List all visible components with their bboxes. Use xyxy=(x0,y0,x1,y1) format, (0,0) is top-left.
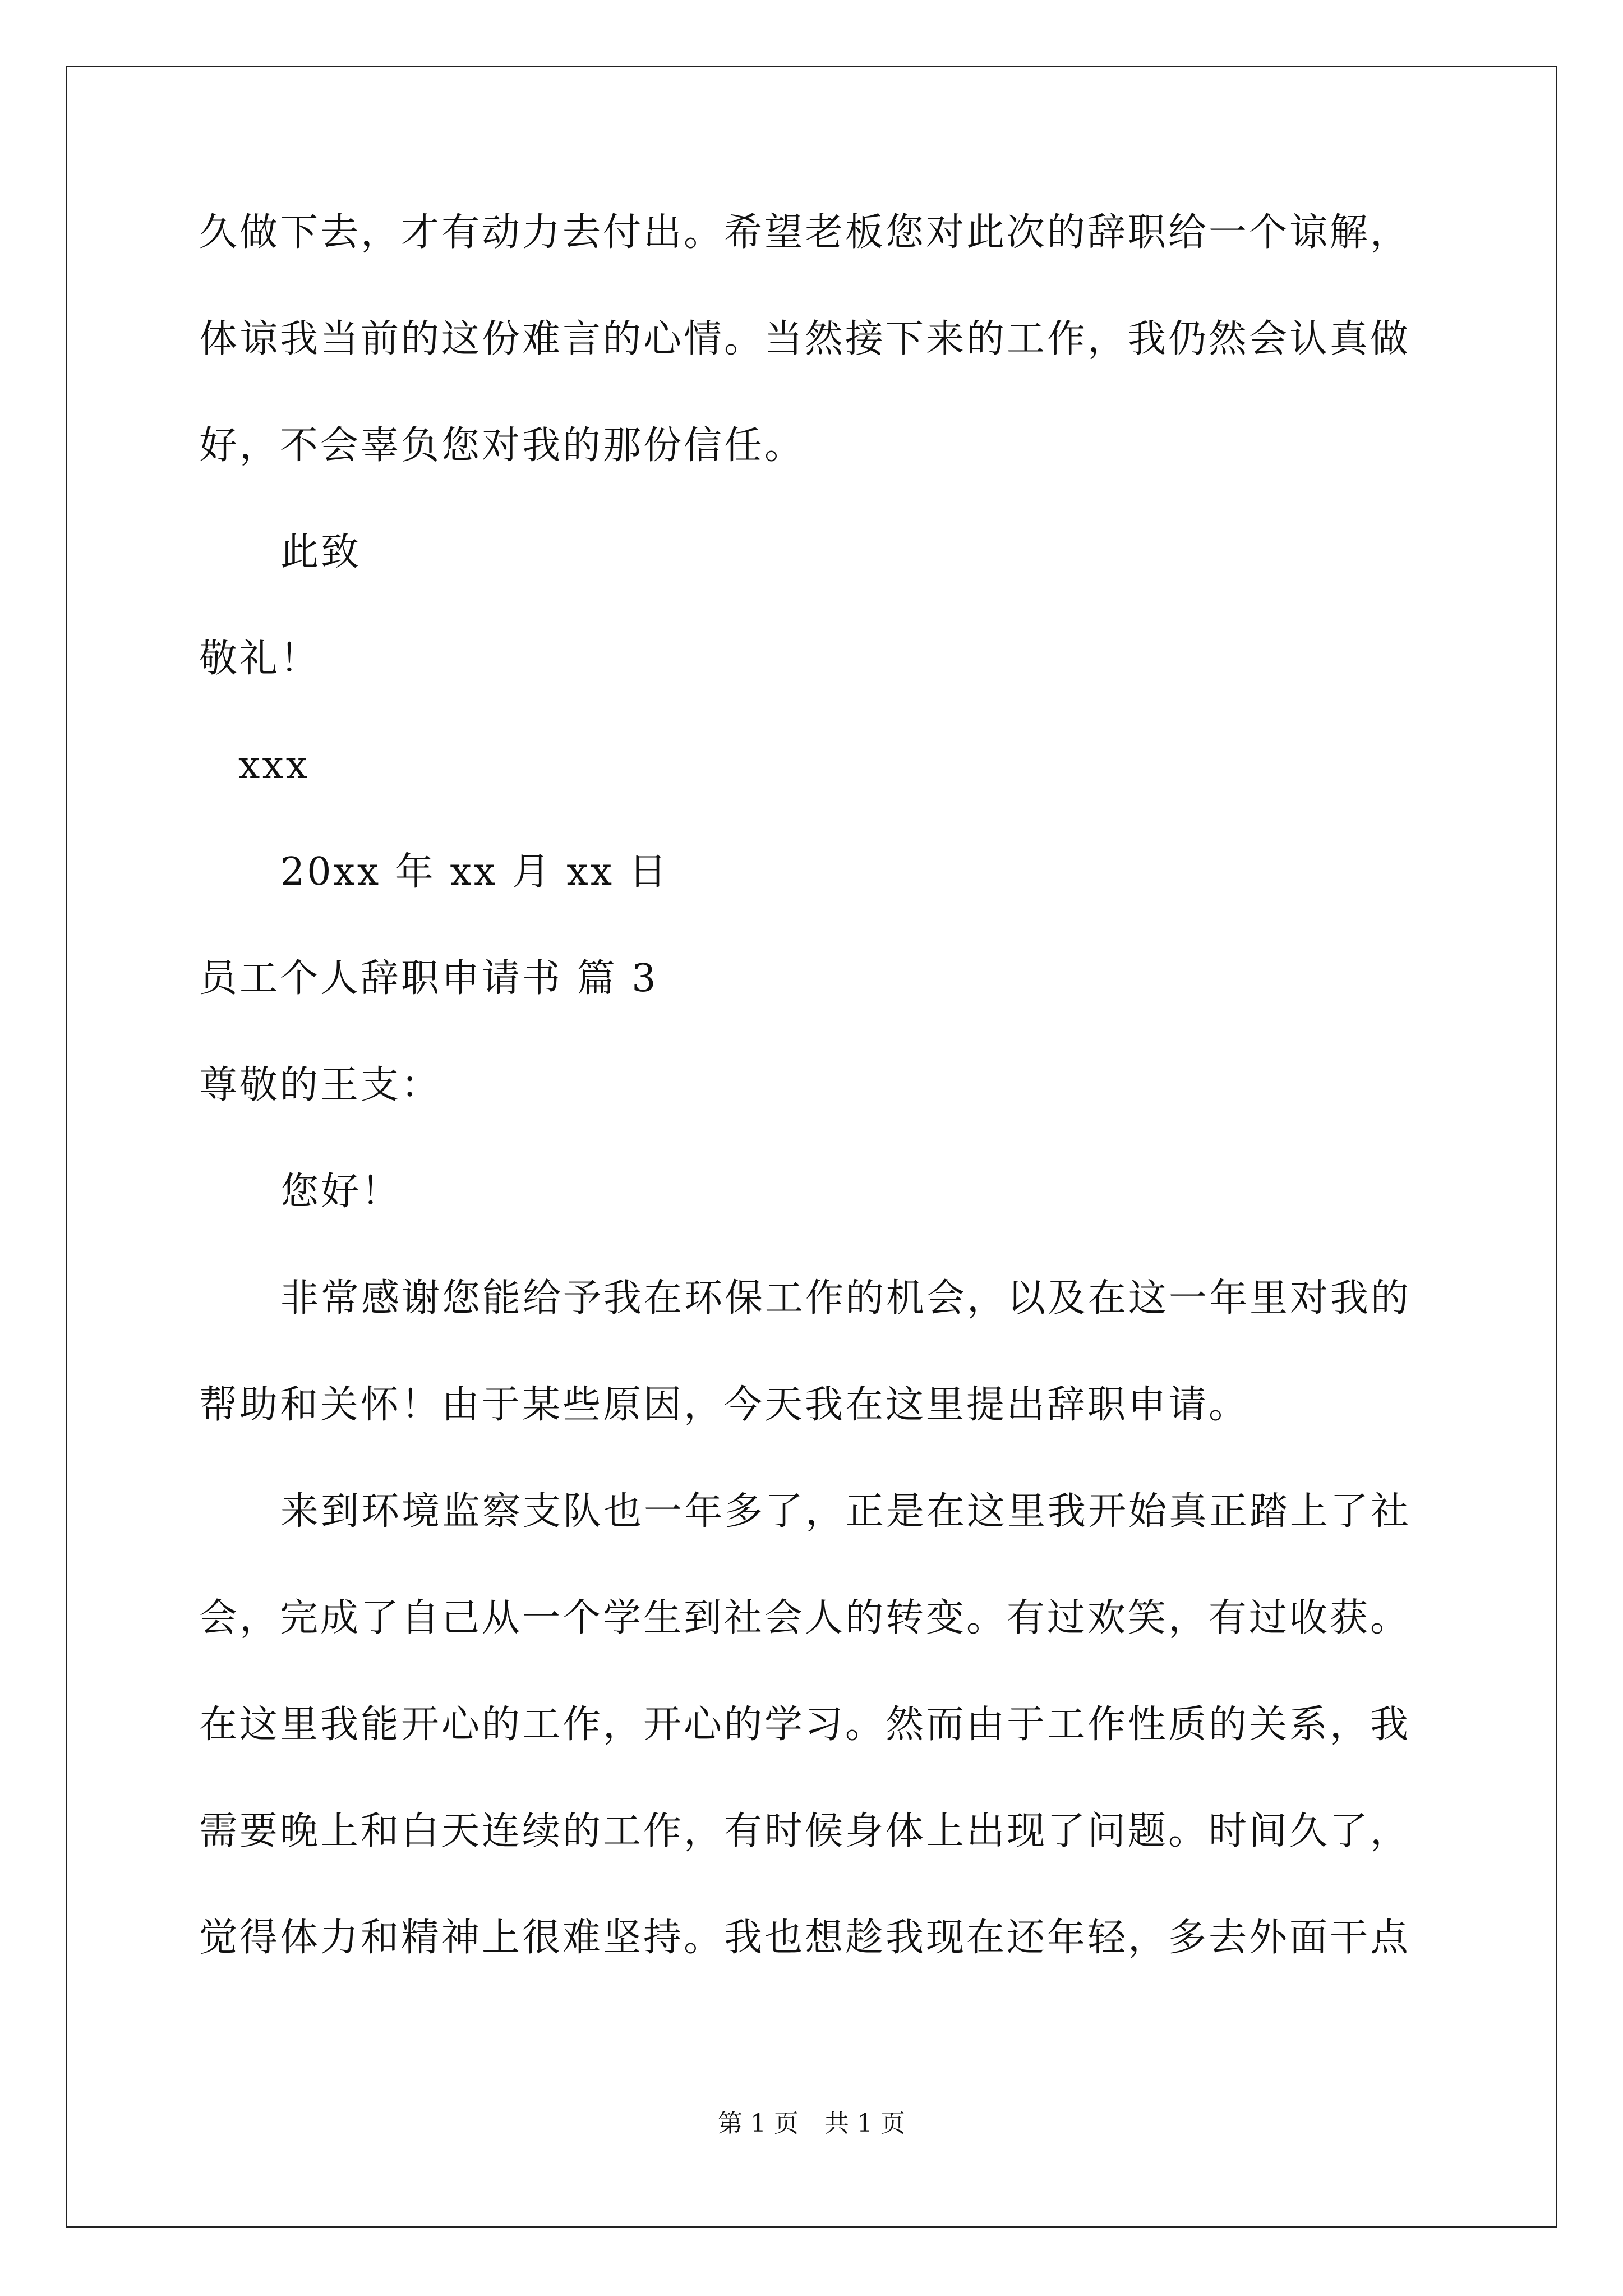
paragraph-line: 需要晚上和白天连续的工作，有时候身体上出现了问题。时间久了， xyxy=(199,1809,1411,1853)
paragraph-line: 体谅我当前的这份难言的心情。当然接下来的工作，我仍然会认真做 xyxy=(199,317,1411,361)
paragraph-line: 非常感谢您能给予我在环保工作的机会，以及在这一年里对我的 xyxy=(280,1276,1412,1320)
paragraph-line: 帮助和关怀！由于某些原因，今天我在这里提出辞职申请。 xyxy=(199,1383,1249,1427)
letter-greeting: 您好！ xyxy=(280,1170,402,1214)
section-heading: 员工个人辞职申请书 篇 3 xyxy=(199,956,658,1001)
page-footer xyxy=(0,2108,1623,2139)
page-number: 第 1 页 xyxy=(718,2109,799,2138)
letter-addressee: 尊敬的王支： xyxy=(199,1063,442,1107)
signature-name: xxx xyxy=(238,743,310,788)
paragraph-line: 在这里我能开心的工作，开心的学习。然而由于工作性质的关系，我 xyxy=(199,1703,1411,1747)
paragraph-line: 久做下去，才有动力去付出。希望老板您对此次的辞职给一个谅解， xyxy=(199,210,1411,255)
page-border xyxy=(66,66,1557,2228)
closing-salutation: 此致 xyxy=(280,530,362,574)
paragraph-line: 觉得体力和精神上很难坚持。我也想趁我现在还年轻，多去外面干点 xyxy=(199,1916,1411,1960)
paragraph-line: 好，不会辜负您对我的那份信任。 xyxy=(199,424,805,468)
paragraph-line: 会，完成了自己从一个学生到社会人的转变。有过欢笑，有过收获。 xyxy=(199,1596,1411,1640)
page-total: 共 1 页 xyxy=(824,2109,905,2138)
paragraph-line: 来到环境监察支队也一年多了，正是在这里我开始真正踏上了社 xyxy=(280,1489,1412,1534)
signature-date: 20xx 年 xx 月 xx 日 xyxy=(280,850,669,894)
closing-regards: 敬礼！ xyxy=(199,637,321,681)
